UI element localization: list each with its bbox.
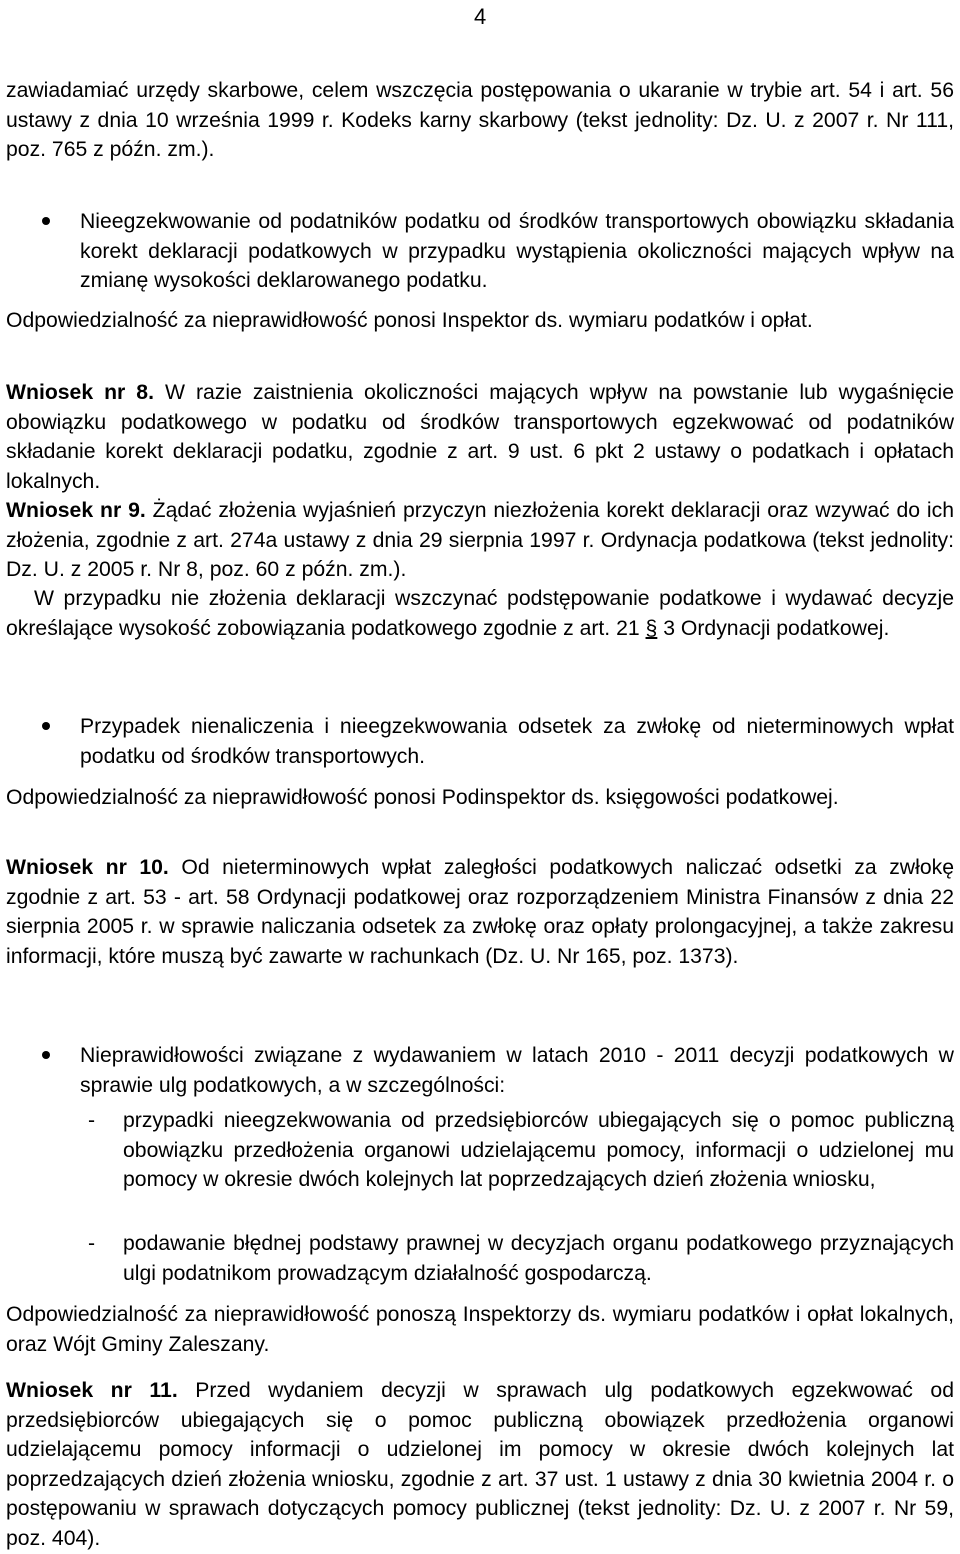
bullet-finding-3: Nieprawidłowości związane z wydawaniem w latach 2010 - 2011 decyzji podatkowych w sprawie ulg podatkowych, a w szczególności: [80,1044,954,1097]
recommendation-10-label: Wniosek nr 10. [6,856,169,879]
bullet-finding-1: Nieegzekwowanie od podatników podatku od środków transportowych obowiązku składania korekt deklaracji podatkowych w przypadku wystąpienia okoliczności mających wpływ na zmianę wysokości deklarowanego podatku. [80,210,954,293]
responsibility-2: Odpowiedzialność za nieprawidłowość ponosi Podinspektor ds. księgowości podatkowej. [6,786,839,809]
dash-marker: - [88,1232,96,1255]
recommendation-9-label: Wniosek nr 9. [6,499,146,522]
recommendation-11-label: Wniosek nr 11. [6,1379,178,1402]
recommendation-9 [6,496,954,585]
recommendation-9-cont-b: 3 Ordynacji podatkowej. [657,616,890,640]
dash-marker: - [88,1109,96,1132]
bullet-icon [42,1051,50,1059]
page-number: 4 [474,4,487,29]
sub-item-1: przypadki nieegzekwowania od przedsiębiorców ubiegających się o pomoc publiczną obowiązku przedłożenia organowi udzielającemu pomocy, informacji o udzielonej mu pomocy w okresie dwóch kolejnych lat poprzedzających dzień złożenia wniosku, [123,1109,954,1192]
recommendation-11-text: Przed wydaniem decyzji w sprawach ulg podatkowych egzekwować od przedsiębiorców ubiegających się o pomoc publiczną obowiązek przedłożenia organowi udzielającemu pomocy informacji o udzielonej im pomocy w okresie dwóch kolejnych lat poprzedzających dzień złożenia wniosku, zgodnie z art. 37 ust. 1 ustawy z dnia 30 kwietnia 2004 r. o postępowaniu w sprawach dotyczących pomocy publicznej (tekst jednolity: Dz. U. z 2007 r. Nr 59, poz. 404). [6,1379,954,1550]
recommendation-9-cont-a: W przypadku nie złożenia deklaracji wszczynać podstępowanie podatkowe i wydawać decyzje określające wysokość zobowiązania podatkowego zgodnie z art. 21 [6,587,954,640]
intro-paragraph: zawiadamiać urzędy skarbowe, celem wszczęcia postępowania o ukaranie w trybie art. 54 i art. 56 ustawy z dnia 10 września 1999 r. Kodeks karny skarbowy (tekst jednolity: Dz. U. z 2007 r. Nr 111, poz. 765 z późn. zm.). [6,79,954,162]
recommendation-8 [6,378,954,496]
bullet-icon [42,217,50,225]
responsibility-3: Odpowiedzialność za nieprawidłowość ponoszą Inspektorzy ds. wymiaru podatków i opłat lokalnych, oraz Wójt Gminy Zaleszany. [6,1303,954,1356]
recommendation-10 [6,853,954,971]
recommendation-11 [6,1376,954,1554]
recommendation-8-label: Wniosek nr 8. [6,381,154,404]
sub-item-2: podawanie błędnej podstawy prawnej w decyzjach organu podatkowego przyznających ulgi podatnikom prowadzącym działalność gospodarczą. [123,1232,954,1285]
paragraph-sign: § [645,616,658,640]
bullet-icon [42,722,50,730]
recommendation-9-text: Żądać złożenia wyjaśnień przyczyn niezłożenia korekt deklaracji oraz wzywać do ich złożenia, zgodnie z art. 274a ustawy z dnia 29 sierpnia 1997 r. Ordynacja podatkowa (tekst jednolity: Dz. U. z 2005 r. Nr 8, poz. 60 z późn. zm.). [6,499,954,582]
recommendation-10-text: Od nieterminowych wpłat zaległości podatkowych naliczać odsetki za zwłokę zgodnie z art. 53 - art. 58 Ordynacji podatkowej oraz rozporządzeniem Ministra Finansów z dnia 22 sierpnia 2005 r. w sprawie naliczania odsetek za zwłokę oraz opłaty prolongacyjnej, a także zakresu informacji, które muszą być zawarte w rachunkach (Dz. U. Nr 165, poz. 1373). [6,856,954,968]
bullet-finding-2: Przypadek nienaliczenia i nieegzekwowania odsetek za zwłokę od nieterminowych wpłat podatku od środków transportowych. [80,715,954,768]
responsibility-1: Odpowiedzialność za nieprawidłowość ponosi Inspektor ds. wymiaru podatków i opłat. [6,309,813,332]
recommendation-9-continuation [6,584,954,643]
recommendation-8-text: W razie zaistnienia okoliczności mających wpływ na powstanie lub wygaśnięcie obowiązku podatkowego w podatku od środków transportowych egzekwować od podatników składanie korekt deklaracji podatku, zgodnie z art. 9 ust. 6 pkt 2 ustawy o podatkach i opłatach lokalnych. [6,381,954,493]
